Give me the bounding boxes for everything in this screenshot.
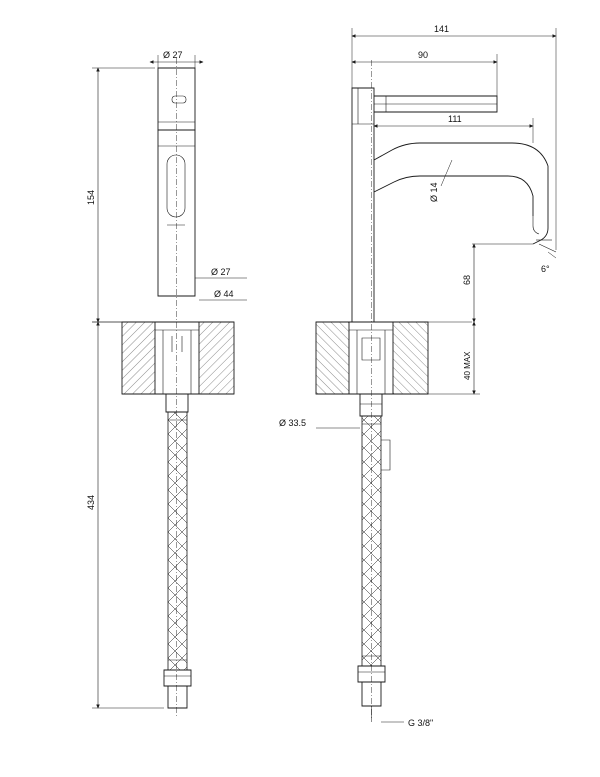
dim-right-spout-height: 68 <box>462 274 472 285</box>
dim-right-spout-diameter: Ø 14 <box>429 182 439 202</box>
dim-right-thread: G 3/8" <box>408 718 434 728</box>
dim-left-height-body: 154 <box>86 189 96 205</box>
dim-right-overall-reach: 141 <box>434 24 450 34</box>
dim-right-shank-diameter: Ø 33.5 <box>278 418 306 428</box>
right-view <box>279 24 556 728</box>
dim-left-hose-length: 434 <box>86 494 96 510</box>
dim-left-diameter-base-upper: Ø 27 <box>211 267 231 277</box>
dim-left-diameter-top: Ø 27 <box>163 50 183 60</box>
dim-right-mount-thickness: 40 MAX <box>463 351 472 380</box>
dim-right-spout-reach: 111 <box>448 114 462 124</box>
dim-left-diameter-flange: Ø 44 <box>214 289 234 299</box>
dim-right-handle-reach: 90 <box>418 50 429 60</box>
dim-right-angle: 6° <box>541 264 550 274</box>
left-view <box>86 50 247 718</box>
